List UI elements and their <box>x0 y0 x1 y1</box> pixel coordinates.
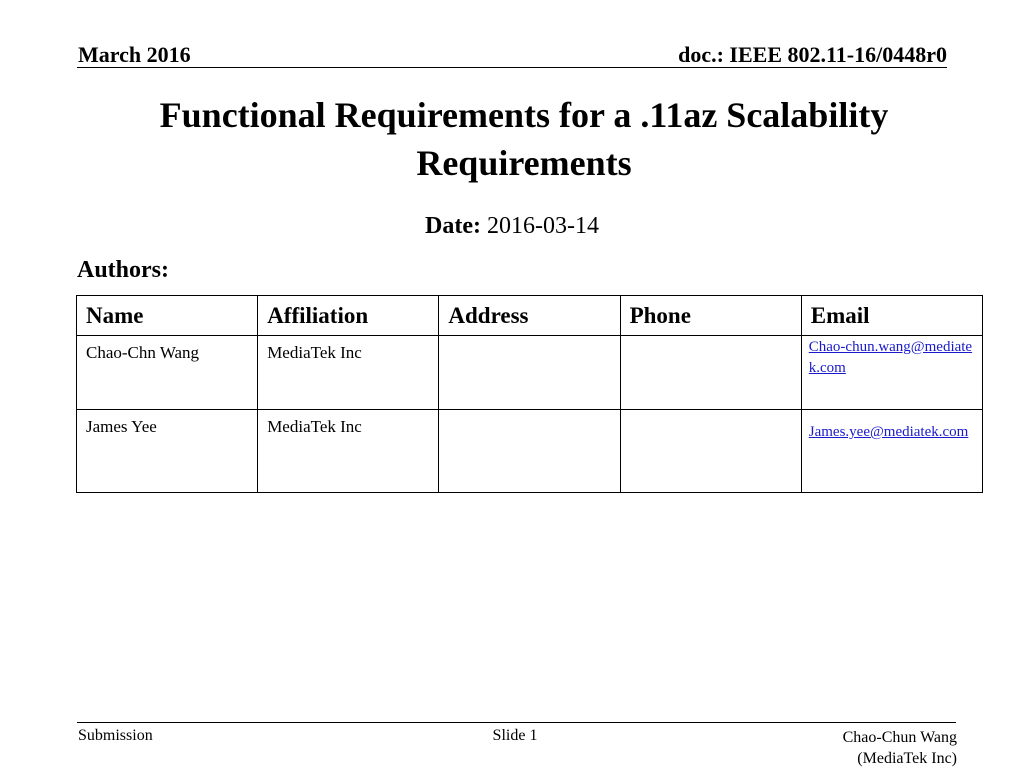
table-header-row <box>77 296 983 336</box>
footer-author-affiliation: (MediaTek Inc) <box>857 750 957 767</box>
header-date: March 2016 <box>78 42 191 67</box>
column-header-name: Name <box>77 296 258 336</box>
date-value: 2016-03-14 <box>486 213 599 239</box>
column-header-address: Address <box>439 296 620 336</box>
column-header-phone: Phone <box>620 296 801 336</box>
slide-title: Functional Requirements for a .11az Scalability Requirements <box>159 95 889 183</box>
footer-author <box>843 727 957 769</box>
author-phone-cell <box>620 336 801 410</box>
header-divider <box>77 67 947 68</box>
column-header-affiliation: Affiliation <box>258 296 439 336</box>
author-name-cell: Chao-Chn Wang <box>77 336 258 410</box>
header-doc-id: doc.: IEEE 802.11-16/0448r0 <box>678 42 947 67</box>
email-link[interactable]: Chao-chun.wang@mediatek.com <box>808 339 973 376</box>
table-row <box>77 410 983 493</box>
author-name-cell: James Yee <box>77 410 258 493</box>
column-header-email: Email <box>801 296 982 336</box>
authors-table <box>76 295 983 493</box>
author-address-cell <box>439 410 620 493</box>
author-email-cell <box>801 336 982 410</box>
author-address-cell <box>439 336 620 410</box>
date-line <box>0 213 1024 240</box>
author-phone-cell <box>620 410 801 493</box>
email-link[interactable]: James.yee@mediatek.com <box>808 424 969 440</box>
author-affiliation-cell: MediaTek Inc <box>258 410 439 493</box>
author-affiliation-cell: MediaTek Inc <box>258 336 439 410</box>
footer-submission: Submission <box>78 727 153 744</box>
author-email-cell <box>801 410 982 493</box>
footer-slide-number: Slide 1 <box>492 727 538 744</box>
footer-author-name: Chao-Chun Wang <box>842 729 957 746</box>
table-row <box>77 336 983 410</box>
authors-label: Authors: <box>77 257 170 283</box>
footer-divider <box>77 722 956 723</box>
date-label: Date: <box>425 213 481 239</box>
